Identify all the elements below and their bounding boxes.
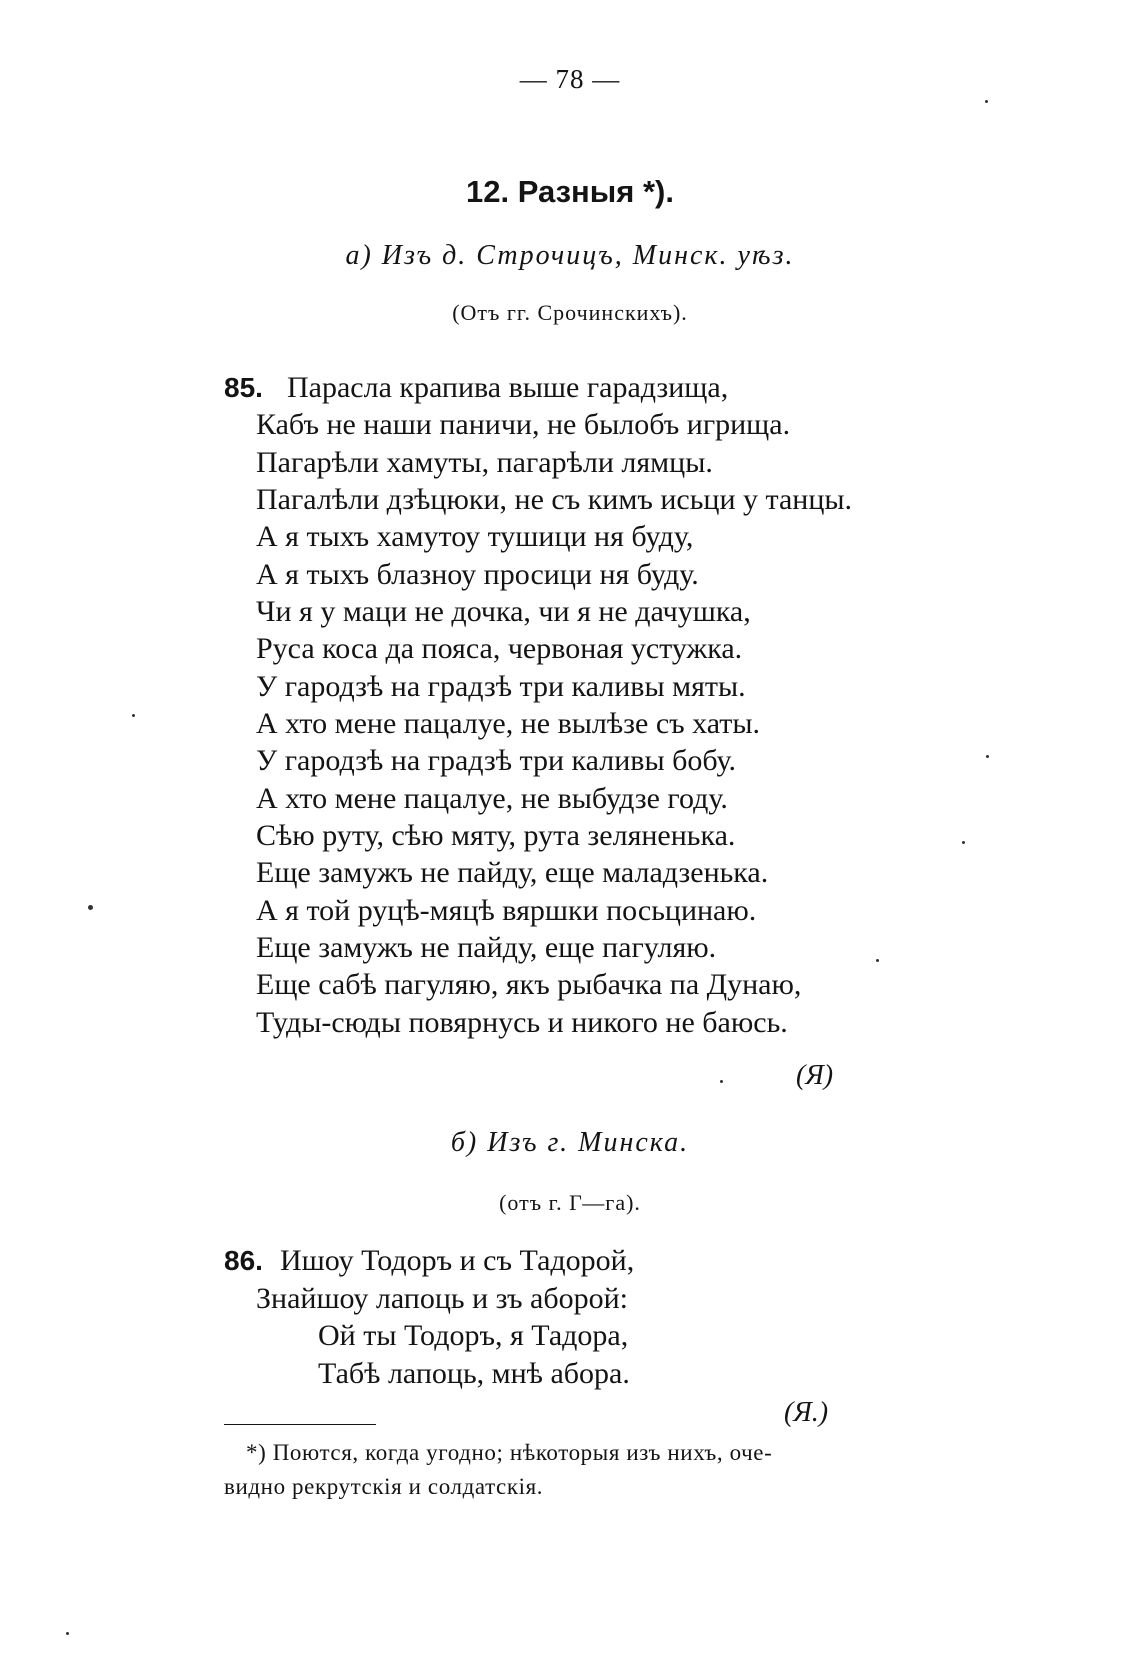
verse-line: Табѣ лапоць, мнѣ абора. [318,1357,630,1390]
scan-speck [66,1632,69,1635]
attribution-b: (Я.) [784,1397,829,1428]
page-number: — 78 — [519,64,621,94]
scan-speck [985,100,988,103]
verse-line: У гародзѣ на градзѣ три каливы мяты. [256,670,746,703]
contributor-a: (Отъ гг. Срочинскихъ). [452,300,688,325]
song-number-86: 86. [224,1245,263,1276]
verse-line: А я той руцѣ-мяцѣ вяршки посьцинаю. [256,894,757,927]
verse-line: А хто мене пацалуе, не выбудзе году. [256,782,728,815]
verse-line: Еще сабѣ пагуляю, якъ рыбачка па Дунаю, [256,968,802,1001]
scan-speck [88,905,93,910]
verse-line: А я тыхъ блазноу просици ня буду. [256,558,699,591]
scan-speck [962,841,965,844]
verse-line: А я тыхъ хамутоу тушици ня буду, [256,520,694,553]
verse-line: Знайшоу лапоць и зъ аборой: [256,1282,628,1315]
verse-line: Чи я у маци не дочка, чи я не дачушка, [256,595,751,628]
section-title: 12. Разныя *). [466,174,674,209]
source-a: а) Изъ д. Строчицъ, Минск. уѣз. [345,240,795,271]
verse-line: Сѣю руту, сѣю мяту, рута зеляненька. [256,819,736,852]
scan-speck [132,714,135,717]
scan-speck [986,755,989,758]
verse-line: А хто мене пацалуе, не вылѣзе съ хаты. [256,707,761,740]
verse-line: Еще замужъ не пайду, еще пагуляю. [256,931,717,964]
verse-line: Руса коса да пояса, червоная устужка. [256,632,743,665]
verse-line: У гародзѣ на градзѣ три каливы бобу. [256,744,736,777]
verse-line: Парасла крапива выше гарадзища, [287,371,729,404]
footnote-line: *) Поются, когда угодно; нѣкоторыя изъ нихъ, оче- [246,1440,773,1465]
source-b: б) Изъ г. Минска. [450,1127,690,1158]
verse-line: Ишоу Тодоръ и съ Тадорой, [280,1244,635,1277]
verse-line: Туды-сюды повярнусь и никого не баюсь. [256,1006,788,1039]
footnote-line: видно рекрутскія и солдатскія. [224,1474,544,1499]
scan-speck [876,959,879,962]
contributor-b: (отъ г. Г—га). [499,1190,641,1215]
verse-line: Ой ты Тодоръ, я Тадора, [318,1319,629,1352]
verse-line: Пагарѣли хамуты, пагарѣли лямцы. [256,446,713,479]
verse-line: Пагалѣли дзѣцюки, не съ кимъ исьци у танцы. [256,483,853,516]
scan-speck [720,1080,723,1083]
verse-line: Кабъ не наши паничи, не былобъ игрища. [256,408,791,441]
song-number-85: 85. [224,372,263,403]
verse-line: Еще замужъ не пайду, еще маладзенька. [256,856,769,889]
attribution-a: (Я) [796,1060,834,1091]
footnote-divider [224,1424,376,1425]
